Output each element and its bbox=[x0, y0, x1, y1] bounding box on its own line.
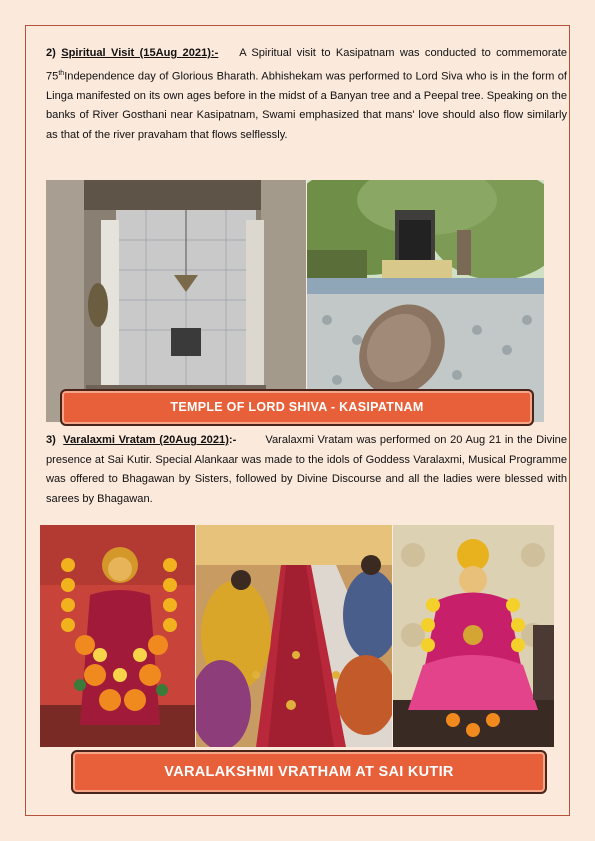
banyan-tree-shrine-photo bbox=[307, 180, 544, 422]
section-text: A Spiritual visit to Kasipatnam was conducted to commemorate 75 bbox=[46, 47, 567, 83]
caption-varalakshmi: VARALAKSHMI VRATHAM AT SAI KUTIR bbox=[71, 750, 547, 794]
section-spiritual-visit bbox=[46, 44, 567, 145]
ordinal-suffix: th bbox=[58, 69, 65, 77]
puja-ceremony-photo bbox=[196, 525, 392, 747]
heading-suffix: :- bbox=[228, 434, 237, 446]
goddess-idol-decorated-photo bbox=[393, 525, 554, 747]
section-number: 3) bbox=[46, 434, 56, 446]
goddess-idol-garland-photo bbox=[40, 525, 195, 747]
section-text: Varalaxmi Vratam was performed on 20 Aug 21 in the Divine presence at Sai Kutir. Special Alankaar was made to the idols of Goddess Varalaxmi, Musical Programme was offered to Bhagawan by Sisters, followed by Divine Discourse and all the ladies were blessed with sarees by Bhagawan. bbox=[46, 434, 567, 505]
caption-kasipatnam: TEMPLE OF LORD SHIVA - KASIPATNAM bbox=[60, 389, 534, 426]
temple-interior-photo bbox=[46, 180, 306, 422]
section-text-cont: Independence day of Glorious Bharath. Abhishekam was performed to Lord Siva who is in the form of Linga manifested on its own ages before in the midst of a Banyan tree and a Peepal tree. Speaking on the banks of River Gosthani near Kasipatnam, Swami emphasized that mans' love should also flow similarly as that of the river pravaham that flows selflessly. bbox=[46, 70, 567, 141]
section-heading: Spiritual Visit (15Aug 2021):- bbox=[61, 47, 219, 59]
section-heading: Varalaxmi Vratam (20Aug 2021) bbox=[63, 434, 229, 446]
section-number: 2) bbox=[46, 47, 56, 59]
section-varalaxmi-vratam bbox=[46, 431, 567, 509]
